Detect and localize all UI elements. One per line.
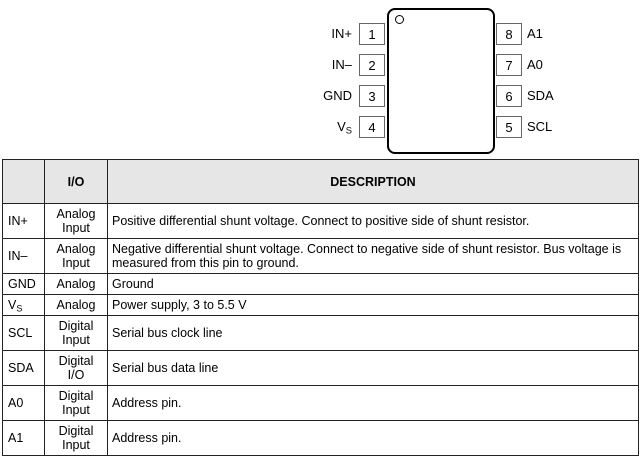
pin-name-cell: IN– bbox=[3, 239, 45, 274]
pin-label-3: GND bbox=[323, 88, 352, 103]
io-direction: Input bbox=[62, 403, 90, 417]
table-row bbox=[3, 351, 639, 386]
pin-label-4-sub: S bbox=[345, 125, 352, 136]
io-direction: Input bbox=[62, 438, 90, 452]
pin-number-6: 6 bbox=[496, 85, 522, 107]
pin-name-cell: GND bbox=[3, 274, 45, 295]
table-header-row bbox=[3, 160, 639, 204]
pin-label-4-main: V bbox=[337, 119, 346, 134]
pin-number-1: 1 bbox=[359, 23, 385, 45]
header-description: DESCRIPTION bbox=[108, 160, 639, 204]
pin-function-table bbox=[2, 159, 639, 456]
table-row bbox=[3, 239, 639, 274]
io-type: Digital bbox=[58, 389, 94, 403]
ic-body bbox=[387, 8, 495, 154]
io-cell bbox=[45, 316, 108, 351]
pin1-indicator-icon bbox=[395, 15, 404, 24]
pin-number-2: 2 bbox=[359, 54, 385, 76]
pin-name-cell bbox=[3, 295, 45, 316]
io-type: Digital bbox=[58, 319, 94, 333]
io-direction: Input bbox=[62, 221, 90, 235]
pin-label-8: A1 bbox=[527, 26, 543, 41]
io-type: Digital bbox=[58, 424, 94, 438]
description-cell: Power supply, 3 to 5.5 V bbox=[108, 295, 639, 316]
pin-number-5: 5 bbox=[496, 116, 522, 138]
pin-number-8: 8 bbox=[496, 23, 522, 45]
io-type: Analog bbox=[56, 242, 96, 256]
pin-name-sub: S bbox=[16, 303, 23, 314]
pin-name-cell: SCL bbox=[3, 316, 45, 351]
pin-label-4 bbox=[337, 116, 352, 138]
table-row bbox=[3, 386, 639, 421]
header-io: I/O bbox=[45, 160, 108, 204]
table-row bbox=[3, 295, 639, 316]
table-row bbox=[3, 274, 639, 295]
pin-number-7: 7 bbox=[496, 54, 522, 76]
description-cell: Address pin. bbox=[108, 386, 639, 421]
description-cell: Serial bus clock line bbox=[108, 316, 639, 351]
io-direction: I/O bbox=[67, 368, 85, 382]
header-pin bbox=[3, 160, 45, 204]
io-direction: Input bbox=[62, 256, 90, 270]
description-cell: Serial bus data line bbox=[108, 351, 639, 386]
pin-number-4: 4 bbox=[359, 116, 385, 138]
io-cell bbox=[45, 351, 108, 386]
table-row bbox=[3, 316, 639, 351]
description-cell: Ground bbox=[108, 274, 639, 295]
pin-name-cell: A0 bbox=[3, 386, 45, 421]
io-cell bbox=[45, 421, 108, 456]
io-cell bbox=[45, 386, 108, 421]
table-row bbox=[3, 421, 639, 456]
description-cell: Address pin. bbox=[108, 421, 639, 456]
pin-label-1: IN+ bbox=[331, 26, 352, 41]
io-cell: Analog bbox=[45, 295, 108, 316]
description-cell: Positive differential shunt voltage. Connect to positive side of shunt resistor. bbox=[108, 204, 639, 239]
io-cell bbox=[45, 204, 108, 239]
pin-label-5: SCL bbox=[527, 119, 553, 134]
pin-name-main: V bbox=[8, 298, 17, 312]
pin-number-3: 3 bbox=[359, 85, 385, 107]
io-cell bbox=[45, 239, 108, 274]
pin-label-6: SDA bbox=[527, 88, 554, 103]
pin-name-cell: SDA bbox=[3, 351, 45, 386]
io-type: Digital bbox=[58, 354, 94, 368]
pin-label-7: A0 bbox=[527, 57, 543, 72]
pin-name-cell: A1 bbox=[3, 421, 45, 456]
table-row bbox=[3, 204, 639, 239]
io-cell: Analog bbox=[45, 274, 108, 295]
io-type: Analog bbox=[56, 207, 96, 221]
pin-name-cell: IN+ bbox=[3, 204, 45, 239]
description-cell: Negative differential shunt voltage. Connect to negative side of shunt resistor. Bus voltage is measured from this pin to ground. bbox=[108, 239, 639, 274]
io-direction: Input bbox=[62, 333, 90, 347]
pin-label-2: IN– bbox=[331, 57, 352, 72]
